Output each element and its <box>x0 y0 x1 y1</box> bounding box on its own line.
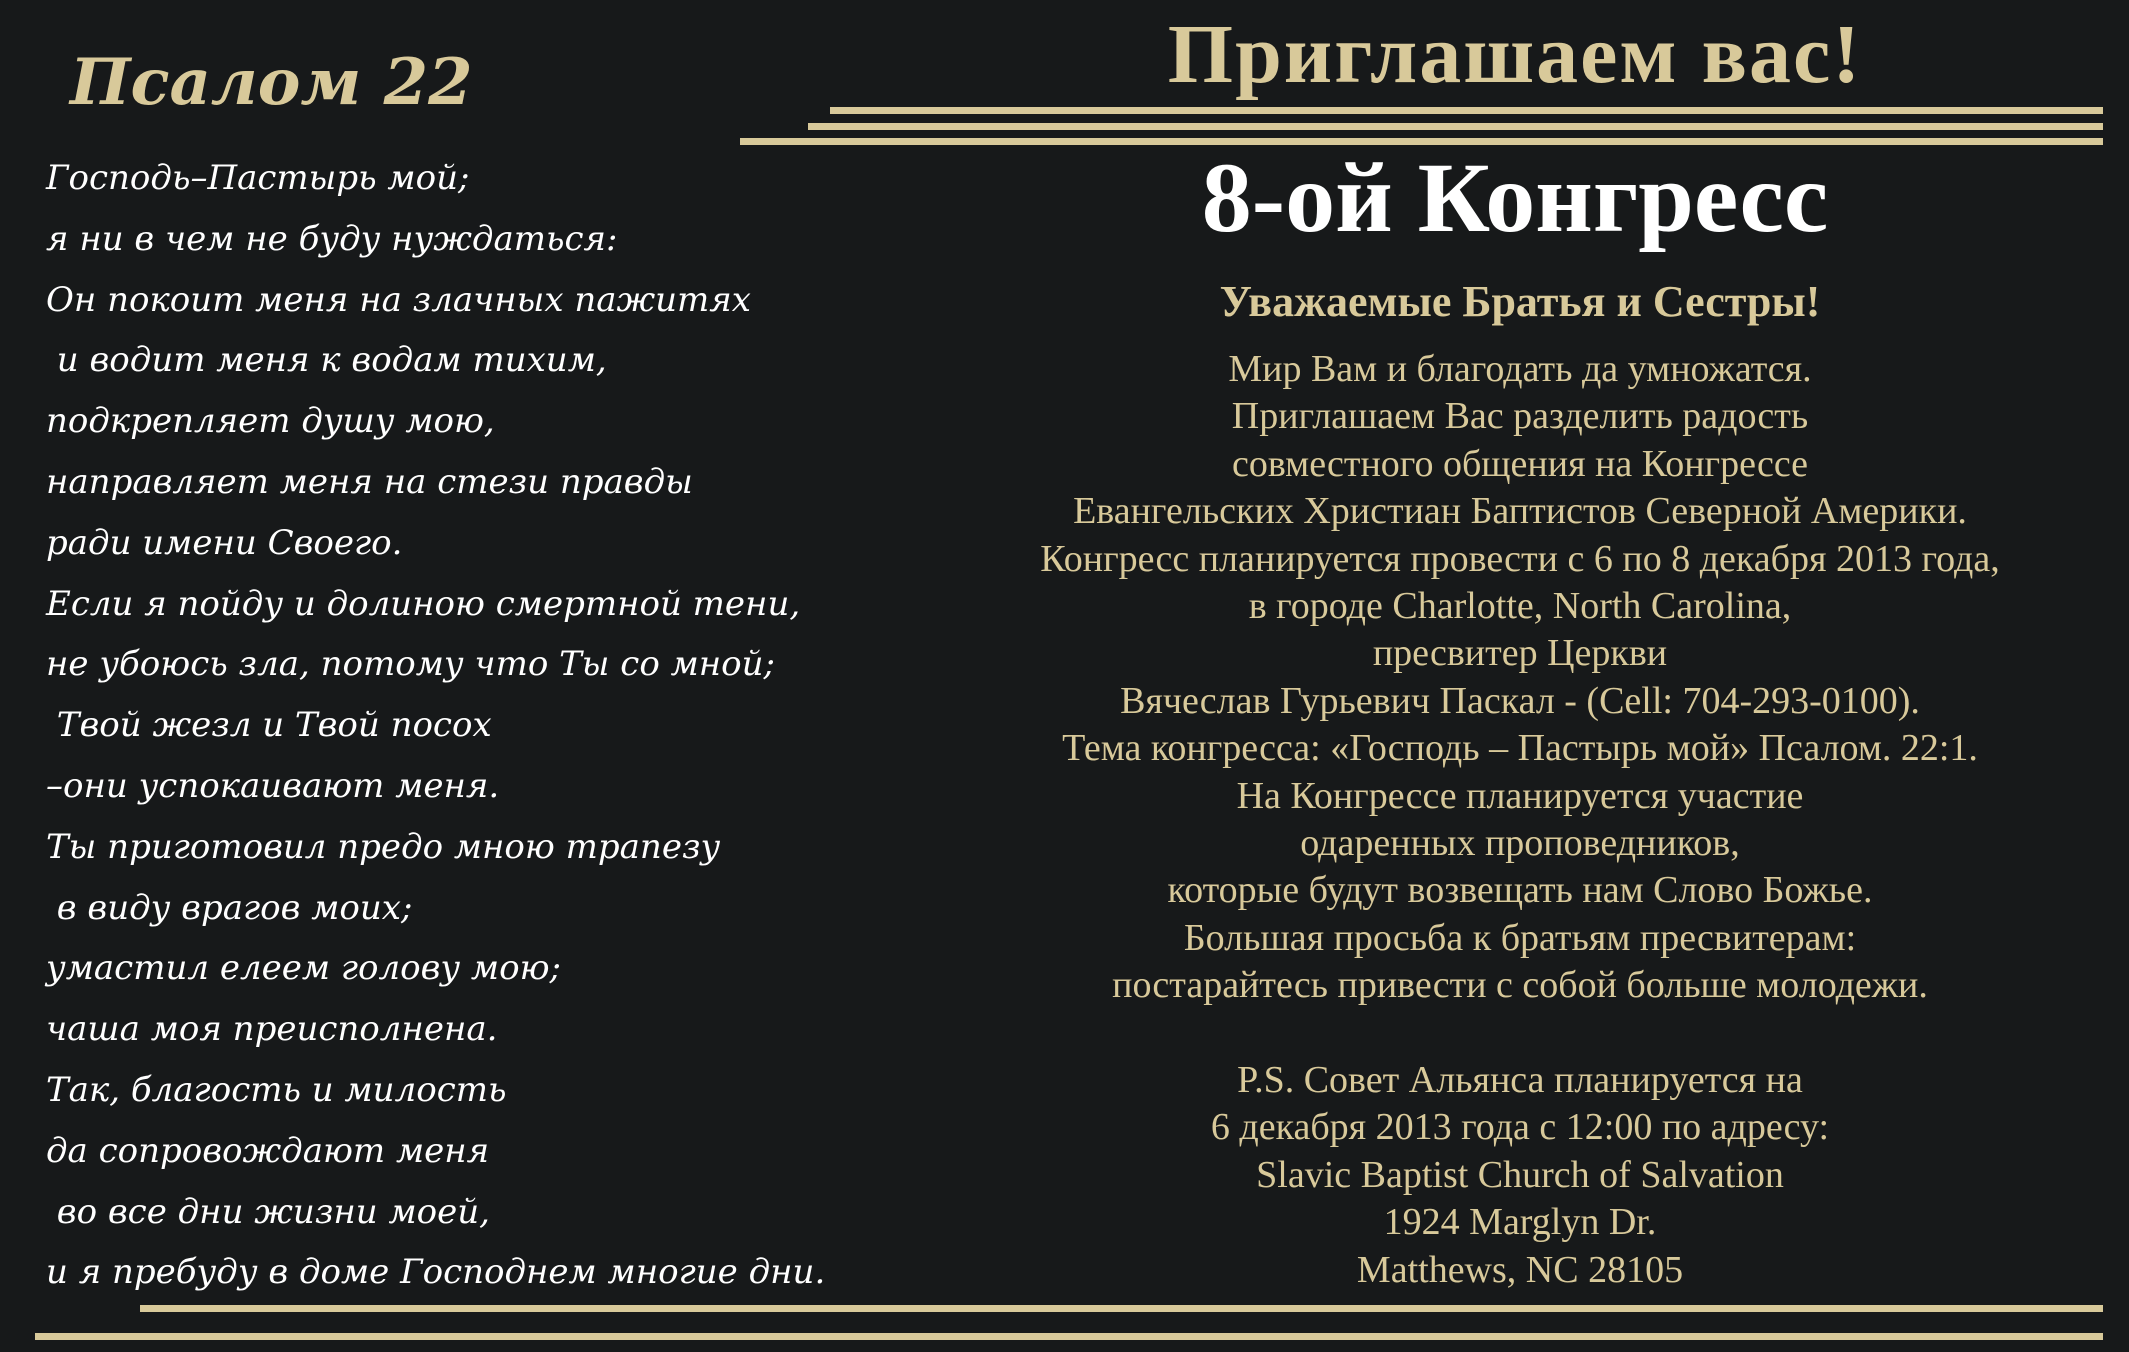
body-line: пресвитер Церкви <box>1372 632 1668 675</box>
psalm-line: я ни в чем не буду нуждаться: <box>46 218 618 259</box>
top-rule-middle <box>808 123 2103 130</box>
postscript <box>860 1057 2129 1294</box>
body-line: Конгресс планируется провести с 6 по 8 декабря 2013 года, <box>1040 537 2000 580</box>
psalm-line: и я пребуду в доме Господнем многие дни. <box>46 1252 826 1293</box>
bottom-rule-lower <box>35 1333 2103 1340</box>
greeting: Уважаемые Братья и Сестры! <box>1219 277 1821 326</box>
body-line: в городе Charlotte, North Carolina, <box>1248 584 1792 627</box>
body-line: Тема конгресса: «Господь – Пастырь мой» Псалом. 22:1. <box>1062 727 1978 770</box>
psalm-line: Ты приготовил предо мною трапезу <box>46 826 721 867</box>
body-line: которые будут возвещать нам Слово Божье. <box>1167 869 1873 912</box>
body-line: Приглашаем Вас разделить радость <box>1231 395 1809 438</box>
ps-line: 1924 Marglyn Dr. <box>1383 1201 1657 1244</box>
psalm-line: чаша моя преисполнена. <box>46 1009 498 1050</box>
psalm-text <box>46 148 825 1303</box>
bottom-rule-upper <box>140 1305 2103 1312</box>
body-line: постарайтесь привести с собой больше молодежи. <box>1112 964 1928 1007</box>
invitation-body <box>860 346 2129 1009</box>
psalm-line: подкрепляет душу мою, <box>46 401 495 442</box>
psalm-line: направляет меня на стези правды <box>46 461 693 502</box>
ps-line: Matthews, NC 28105 <box>1356 1248 1684 1291</box>
top-rule-upper <box>830 107 2103 114</box>
psalm-line: не убоюсь зла, потому что Ты со мной; <box>46 644 776 685</box>
body-line: совместного общения на Конгрессе <box>1231 442 1809 485</box>
body-line: На Конгрессе планируется участие <box>1236 774 1804 817</box>
body-line: Евангельских Христиан Баптистов Северной Америки. <box>1073 490 1967 533</box>
body-line: одаренных проповедников, <box>1300 821 1740 864</box>
psalm-line: да сопровождают меня <box>46 1130 490 1171</box>
psalm-line: Так, благость и милость <box>46 1069 507 1110</box>
psalm-line: в виду врагов моих; <box>46 887 413 928</box>
invitation-header: Приглашаем вас! <box>1167 8 1863 101</box>
congress-title: 8-ой Конгресс <box>1201 142 1829 253</box>
psalm-line: Господь–Пастырь мой; <box>46 158 470 198</box>
psalm-line: во все дни жизни моей, <box>46 1191 490 1232</box>
psalm-title: Псалом 22 <box>70 45 473 120</box>
ps-line: 6 декабря 2013 года с 12:00 по адресу: <box>1210 1106 1830 1149</box>
ps-line: P.S. Совет Альянса планируется на <box>1237 1059 1803 1101</box>
psalm-line: –они успокаивают меня. <box>46 765 500 806</box>
body-line: Мир Вам и благодать да умножатся. <box>1228 348 1812 390</box>
ps-line: Slavic Baptist Church of Salvation <box>1256 1153 1784 1196</box>
psalm-line: и водит меня к водам тихим, <box>46 340 607 381</box>
psalm-line: умастил елеем голову мою; <box>46 948 561 989</box>
psalm-line: Твой жезл и Твой посох <box>46 705 492 746</box>
psalm-line: Он покоит меня на злачных пажитях <box>46 279 751 320</box>
body-line: Большая просьба к братьям пресвитерам: <box>1183 916 1857 959</box>
body-line: Вячеслав Гурьевич Паскал - (Cell: 704-293-0100). <box>1120 679 1920 722</box>
psalm-line: Если я пойду и долиною смертной тени, <box>46 583 801 624</box>
psalm-line: ради имени Своего. <box>46 522 403 563</box>
